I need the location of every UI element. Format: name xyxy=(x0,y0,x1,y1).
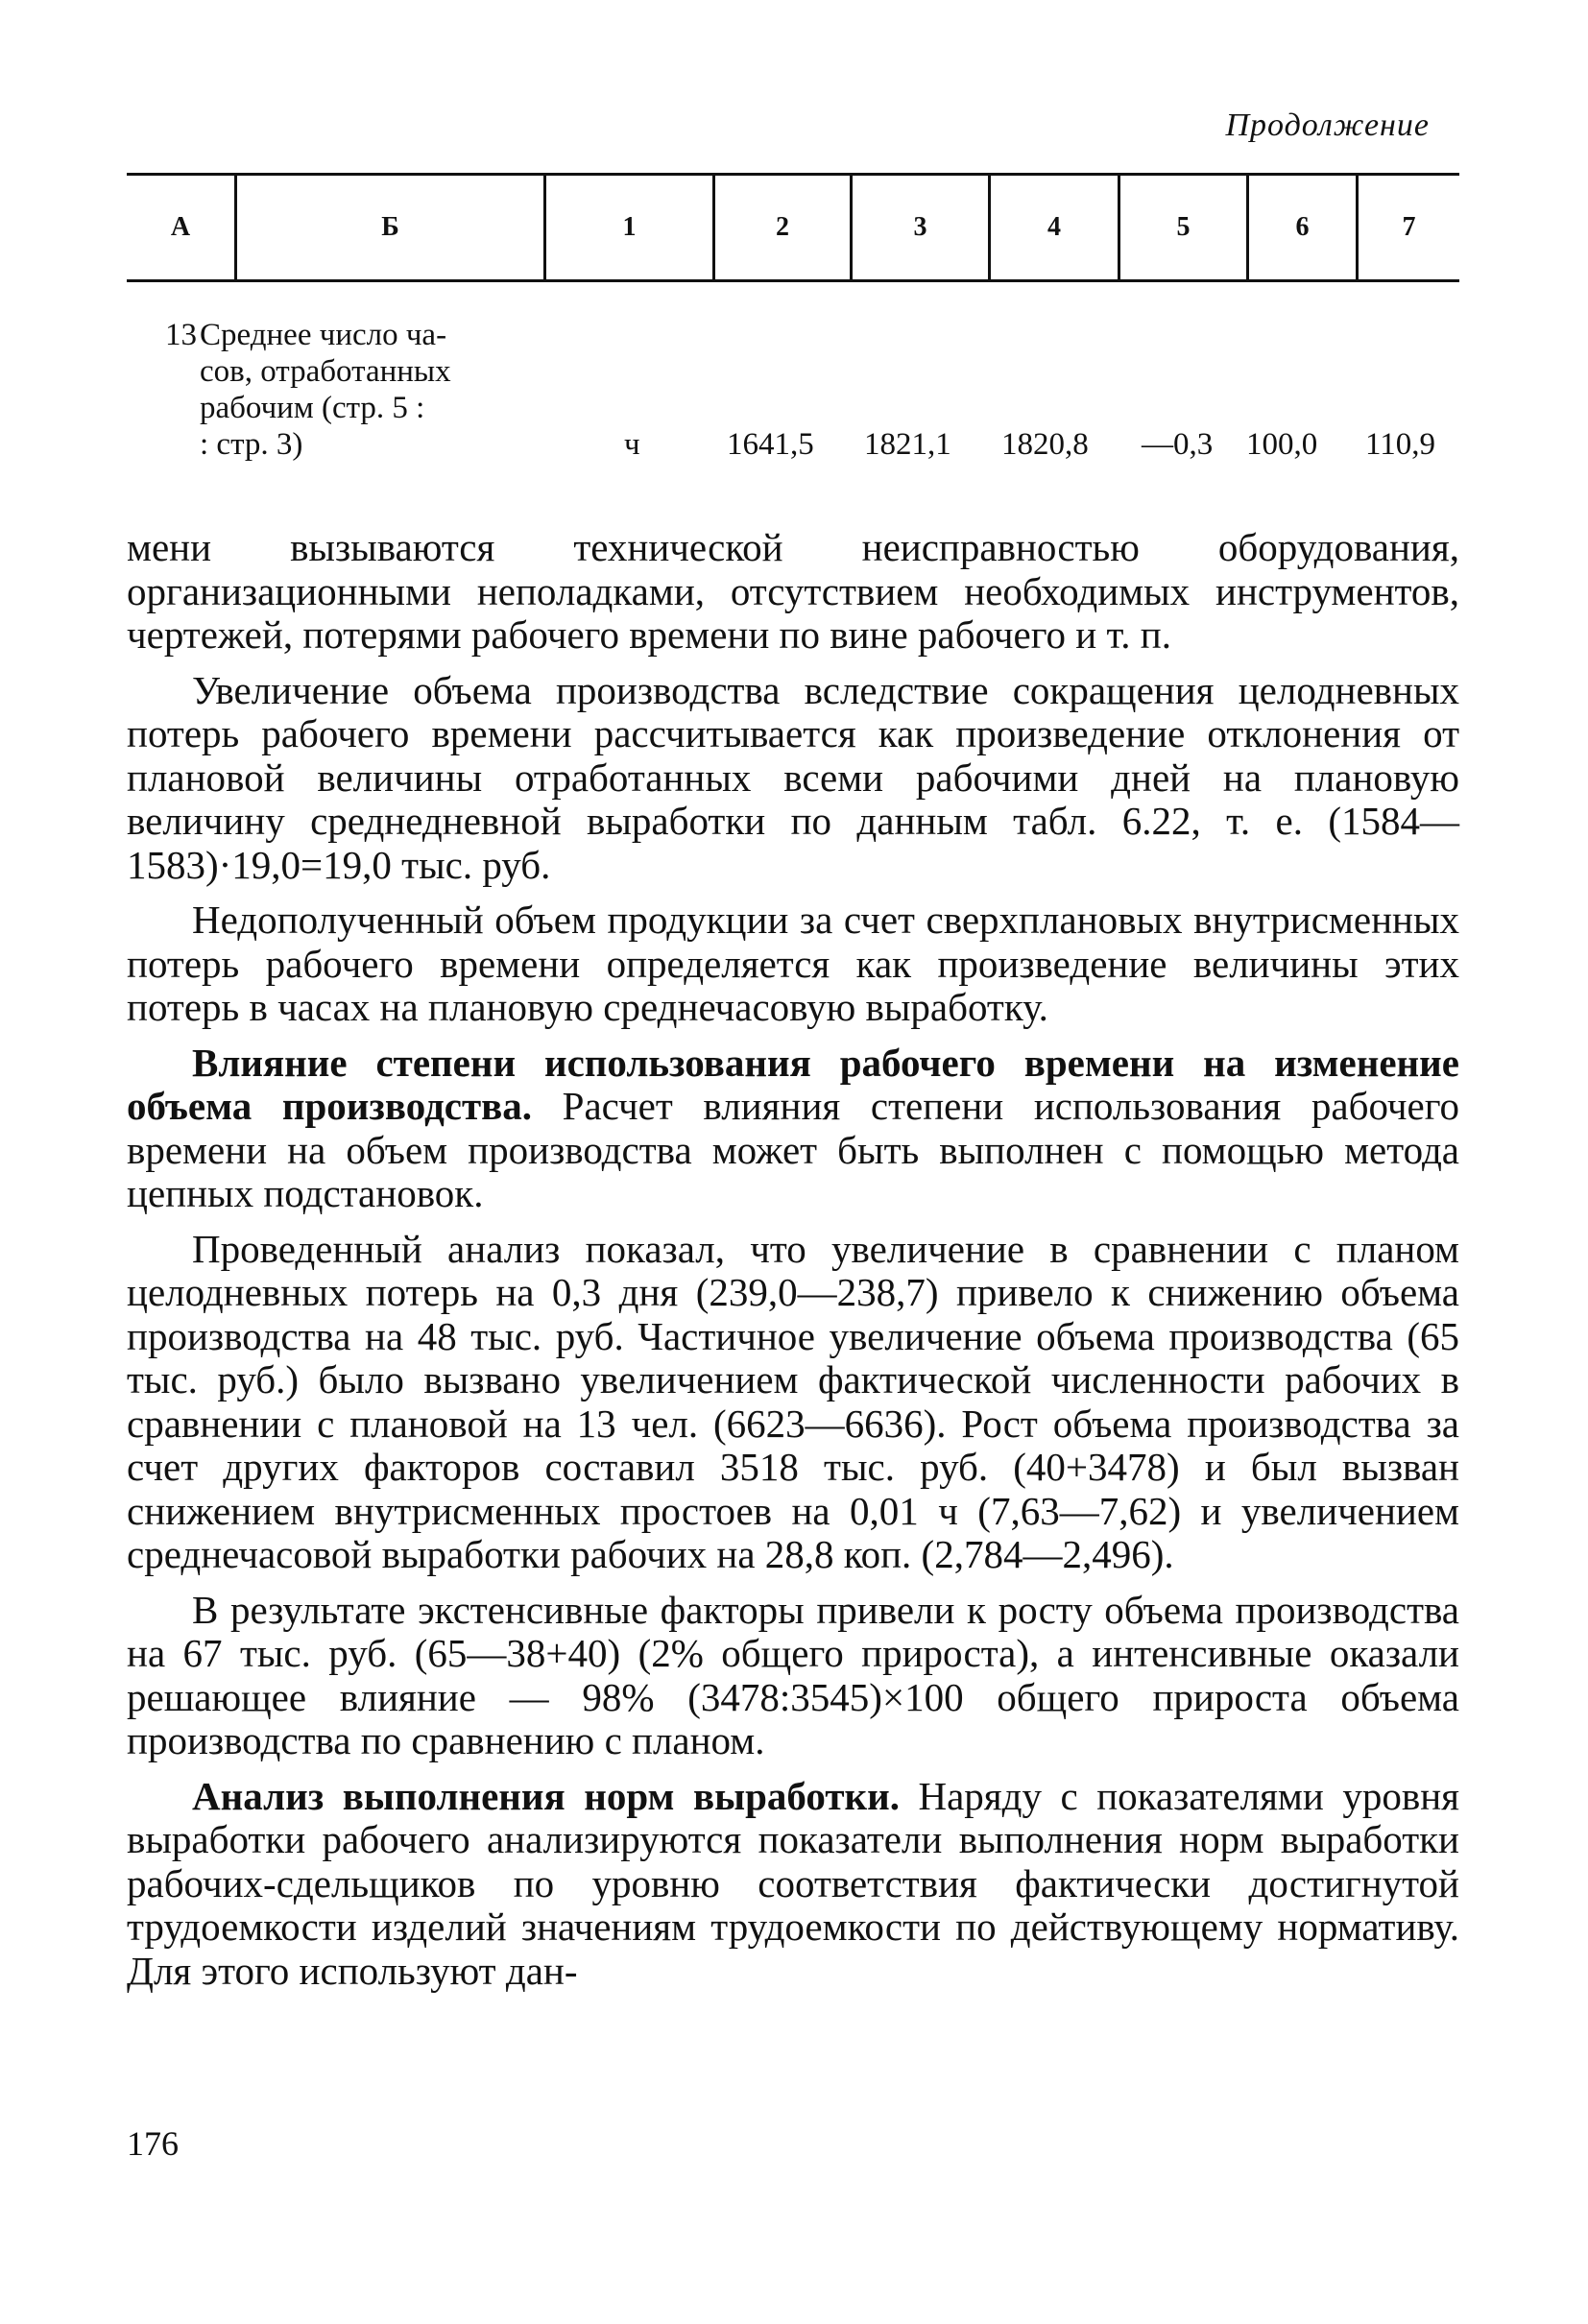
column-header: 3 xyxy=(850,176,988,279)
paragraph xyxy=(127,1042,1459,1216)
row-value: 1821,1 xyxy=(864,427,951,462)
paragraph-text: В результате экстенсивные факторы привели к росту объема производства на 67 тыс. руб. (65—38+40) (2% общего прироста), а интенсивные оказали решающее влияние — 98% (3478:3545)×100 общего прироста объема производства по сравнению с планом. xyxy=(127,1587,1459,1762)
column-header: 1 xyxy=(543,176,712,279)
row-value: 1641,5 xyxy=(727,427,814,462)
column-header: Б xyxy=(234,176,543,279)
body-text xyxy=(127,526,1459,2004)
column-header: 7 xyxy=(1356,176,1459,279)
column-header: А xyxy=(170,212,191,242)
column-header: 6 xyxy=(1246,176,1356,279)
row-value: 1820,8 xyxy=(1001,427,1089,462)
paragraph xyxy=(127,526,1459,658)
row-number: 13 xyxy=(165,318,197,352)
page-number: 176 xyxy=(127,2124,179,2163)
paragraph xyxy=(127,1589,1459,1763)
paragraph-text: Увеличение объема производства вследствие сокращения целодневных потерь рабочего времени рассчитывается как произведение отклонения от плановой величины отработанных всеми рабочими дней на плановую величину среднедневной выработки по данным табл. 6.22, т. е. (1584—1583)·19,0=19,0 тыс. руб. xyxy=(127,667,1459,887)
paragraph xyxy=(127,669,1459,888)
column-header: 5 xyxy=(1118,176,1246,279)
row-value: —0,3 xyxy=(1142,427,1214,462)
row-unit: ч xyxy=(624,427,640,462)
row-name-line: сов, отработанных xyxy=(200,354,451,389)
paragraph-text: Недополученный объем продукции за счет сверхплановых внутрисменных потерь рабочего времени определяется как произведение величины этих потерь в часах на плановую среднечасовую выработку. xyxy=(127,898,1459,1029)
paragraph xyxy=(127,1775,1459,1994)
column-header: 2 xyxy=(712,176,850,279)
paragraph-text: Расчет влияния степени использования рабочего времени на объем производства может быть выполнен с помощью метода цепных подстановок. xyxy=(127,1084,1459,1215)
row-value: 110,9 xyxy=(1365,427,1436,462)
row-value: 100,0 xyxy=(1246,427,1318,462)
row-name-line: рабочим (стр. 5 : xyxy=(200,391,425,425)
continuation-label: Продолжение xyxy=(1225,108,1430,143)
paragraph-text: мени вызываются технической неисправностью оборудования, организационными неполадками, отсутствием необходимых инструментов, чертежей, потерями рабочего времени по вине рабочего и т. п. xyxy=(127,525,1459,657)
paragraph xyxy=(127,898,1459,1030)
paragraph-lead: Влияние степени использования рабочего времени на изменение объема производства. xyxy=(127,1040,1459,1128)
paragraph xyxy=(127,1228,1459,1577)
paragraph-text: Наряду с показателями уровня выработки рабочего анализируются показатели выполнения норм выработки рабочих-сдельщиков по уровню соответствия фактически достигнутой трудоемкости изделий значениям трудоемкости по действующему нормативу. Для этого используют дан- xyxy=(127,1773,1459,1993)
row-name-line: : стр. 3) xyxy=(200,427,303,462)
row-name-line: Среднее число ча- xyxy=(200,318,447,352)
paragraph-text: Проведенный анализ показал, что увеличение в сравнении с планом целодневных потерь на 0,3 дня (239,0—238,7) привело к снижению объема производства на 48 тыс. руб. Частичное увеличение объема производства (65 тыс. руб.) было вызвано увеличением фактической численности рабочих в сравнении с плановой на 13 чел. (6623—6636). Рост объема производства за счет других факторов составил 3518 тыс. руб. (40+3478) и был вызван снижением внутрисменных простоев на 0,01 ч (7,63—7,62) и увеличением среднечасовой выработки рабочих на 28,8 коп. (2,784—2,496). xyxy=(127,1226,1459,1576)
column-header: 4 xyxy=(988,176,1118,279)
paragraph-lead: Анализ выполнения норм выработки. xyxy=(192,1773,900,1818)
table-header xyxy=(127,173,1459,282)
row-values xyxy=(127,426,1459,465)
